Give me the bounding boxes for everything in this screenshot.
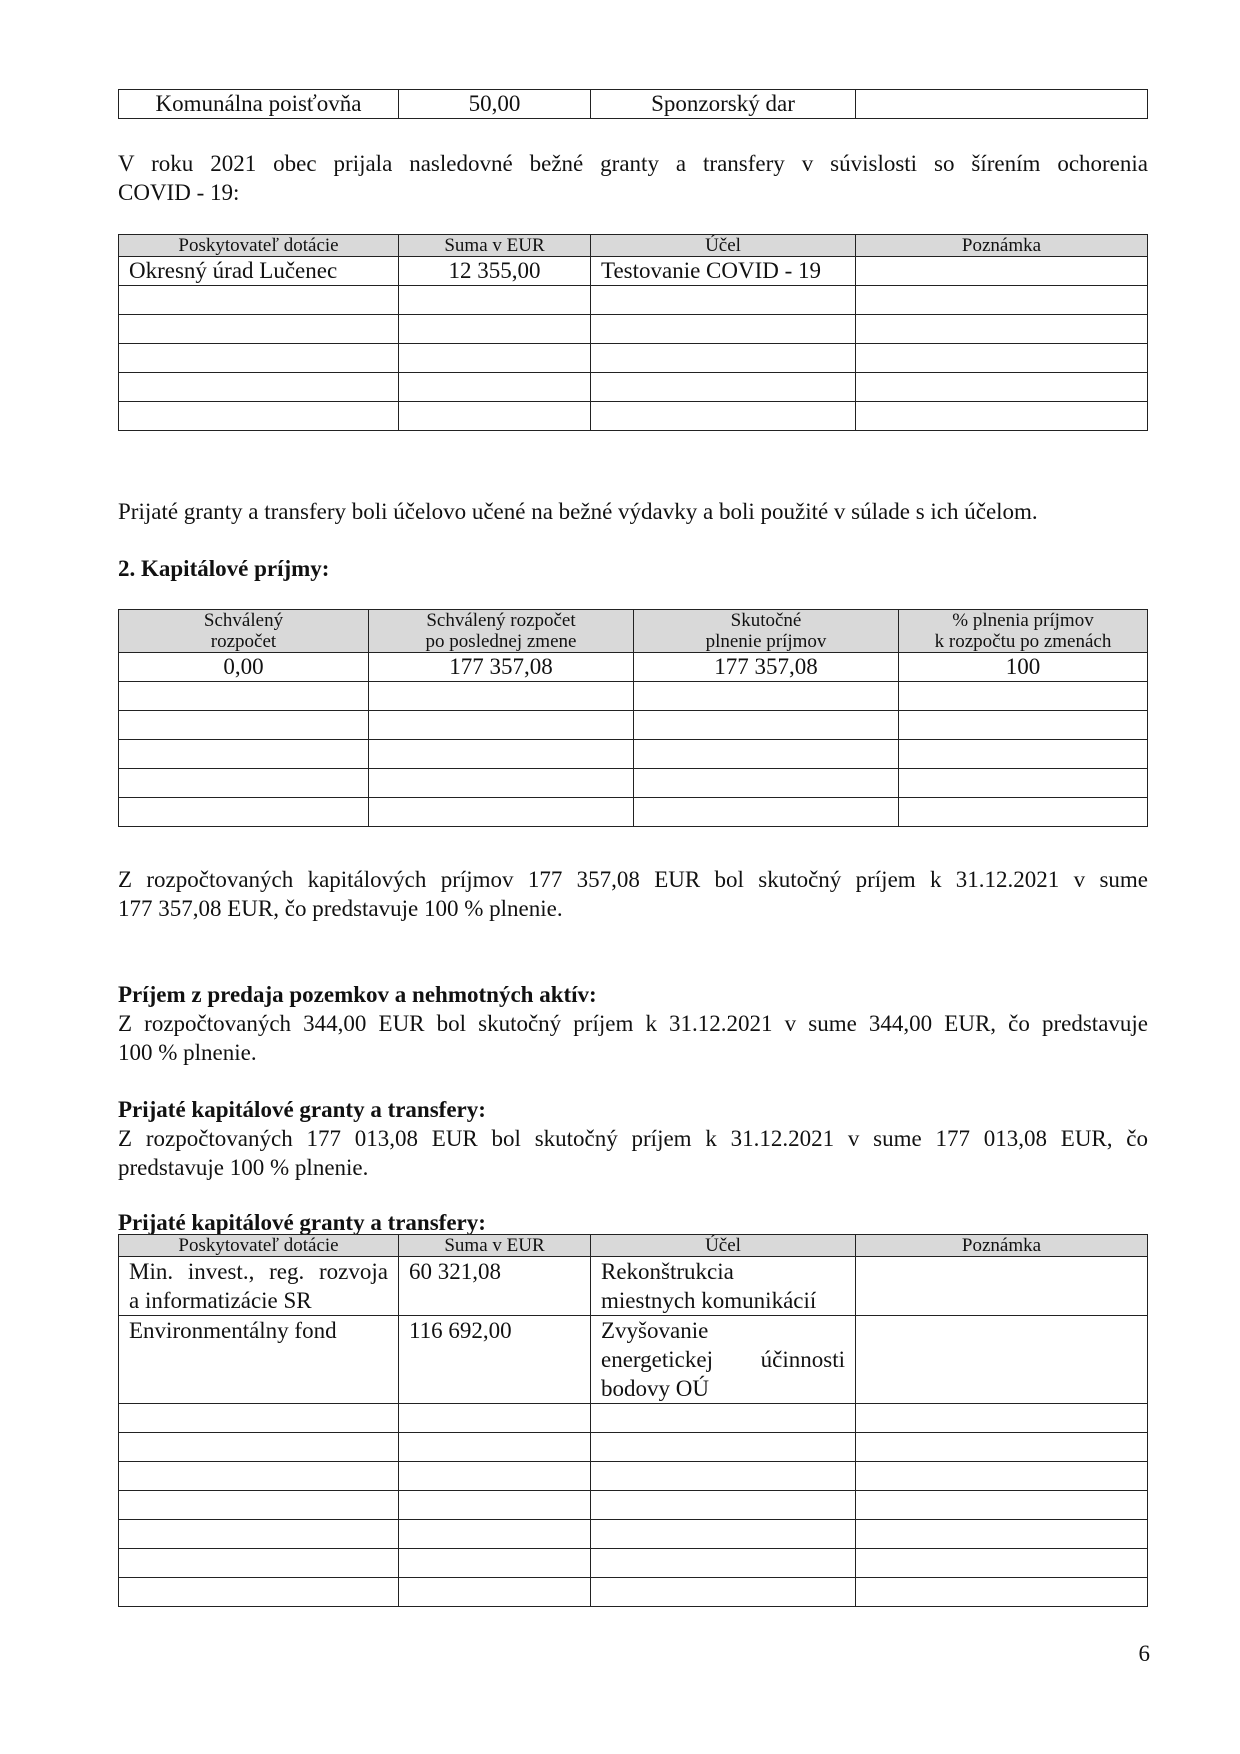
- column-header: Schválený rozpočet po poslednej zmene: [369, 610, 634, 653]
- column-header: Poznámka: [856, 235, 1148, 257]
- table-row: [119, 1404, 1148, 1433]
- table-row: [119, 257, 1148, 286]
- table-cell: Sponzorský dar: [591, 90, 856, 119]
- table-row: [119, 1316, 1148, 1404]
- column-header: Suma v EUR: [399, 1235, 591, 1257]
- table-cell: Zvyšovanie energetickej účinnosti bodovy OÚ: [591, 1316, 856, 1404]
- table-cell: [856, 257, 1148, 286]
- table-cell: [856, 1257, 1148, 1316]
- text-line: 100 % plnenie.: [118, 1040, 257, 1065]
- column-header: Poskytovateľ dotácie: [119, 1235, 399, 1257]
- table-cell: 177 357,08: [369, 653, 634, 682]
- table-row: [119, 402, 1148, 431]
- text-line: Z rozpočtovaných kapitálových príjmov 177 357,08 EUR bol skutočný príjem k 31.12.2021 v sume: [118, 867, 1148, 892]
- table-row: [119, 1257, 1148, 1316]
- table-header-row: [119, 1235, 1148, 1257]
- table-cell: Testovanie COVID - 19: [591, 257, 856, 286]
- table-cell: Environmentálny fond: [119, 1316, 399, 1404]
- table-header-row: [119, 235, 1148, 257]
- table-row: [119, 682, 1148, 711]
- table-cell: Okresný úrad Lučenec: [119, 257, 399, 286]
- text-line: 177 357,08 EUR, čo predstavuje 100 % plnenie.: [118, 896, 563, 921]
- capital-grants-table: [118, 1234, 1148, 1607]
- table-row: [119, 653, 1148, 682]
- table-cell: Rekonštrukcia miestnych komunikácií: [591, 1257, 856, 1316]
- table-row: [119, 769, 1148, 798]
- table-row: [119, 1491, 1148, 1520]
- table-cell: [856, 1316, 1148, 1404]
- column-header: Suma v EUR: [399, 235, 591, 257]
- table-cell: [856, 90, 1148, 119]
- table-row: [119, 286, 1148, 315]
- top-table: [118, 89, 1148, 119]
- table-row: [119, 373, 1148, 402]
- table-row: [119, 1578, 1148, 1607]
- capital-summary: [118, 865, 1148, 923]
- column-header: Účel: [591, 1235, 856, 1257]
- table-row: [119, 315, 1148, 344]
- table-cell: 12 355,00: [399, 257, 591, 286]
- capital-grants-section: [118, 1095, 1148, 1182]
- table-row: [119, 711, 1148, 740]
- covid-note: [118, 497, 1148, 526]
- section-title: 2. Kapitálové príjmy:: [118, 556, 330, 581]
- table-cell: 100: [899, 653, 1148, 682]
- column-header: Účel: [591, 235, 856, 257]
- text-line: Z rozpočtovaných 344,00 EUR bol skutočný príjem k 31.12.2021 v sume 344,00 EUR, čo predstavuje: [118, 1011, 1148, 1036]
- table-row: [119, 1462, 1148, 1491]
- table-cell: 0,00: [119, 653, 369, 682]
- column-header: Poskytovateľ dotácie: [119, 235, 399, 257]
- table-row: [119, 1549, 1148, 1578]
- table-row: [119, 740, 1148, 769]
- covid-intro-paragraph: [118, 149, 1148, 207]
- column-header: Poznámka: [856, 1235, 1148, 1257]
- covid-grants-table: [118, 234, 1148, 431]
- land-sale-section: [118, 980, 1148, 1067]
- column-header: Schválený rozpočet: [119, 610, 369, 653]
- table-row: [119, 798, 1148, 827]
- column-header: Skutočné plnenie príjmov: [634, 610, 899, 653]
- table-cell: 177 357,08: [634, 653, 899, 682]
- table-title: Prijaté kapitálové granty a transfery:: [118, 1210, 486, 1235]
- capital-income-table: [118, 609, 1148, 827]
- subsection-title: Prijaté kapitálové granty a transfery:: [118, 1097, 486, 1122]
- table-cell: Komunálna poisťovňa: [119, 90, 399, 119]
- column-header: % plnenia príjmov k rozpočtu po zmenách: [899, 610, 1148, 653]
- page-number: 6: [1138, 1641, 1150, 1666]
- table-cell: 50,00: [399, 90, 591, 119]
- table-row: [119, 344, 1148, 373]
- text-line: Z rozpočtovaných 177 013,08 EUR bol skutočný príjem k 31.12.2021 v sume 177 013,08 EUR, čo: [118, 1126, 1148, 1151]
- table-cell: 116 692,00: [399, 1316, 591, 1404]
- table-cell: 60 321,08: [399, 1257, 591, 1316]
- subsection-title: Príjem z predaja pozemkov a nehmotných aktív:: [118, 982, 597, 1007]
- table-row: [119, 1520, 1148, 1549]
- table-row: [119, 90, 1148, 119]
- text-line: predstavuje 100 % plnenie.: [118, 1155, 369, 1180]
- text-line: V roku 2021 obec prijala nasledovné bežné granty a transfery v súvislosti so šírením ochorenia: [118, 151, 1148, 176]
- text-line: COVID - 19:: [118, 180, 240, 205]
- text-line: Prijaté granty a transfery boli účelovo učené na bežné výdavky a boli použité v súlade s ich účelom.: [118, 499, 1038, 524]
- table-header-row: [119, 610, 1148, 653]
- table-row: [119, 1433, 1148, 1462]
- table-cell: Min. invest., reg. rozvoja a informatizácie SR: [119, 1257, 399, 1316]
